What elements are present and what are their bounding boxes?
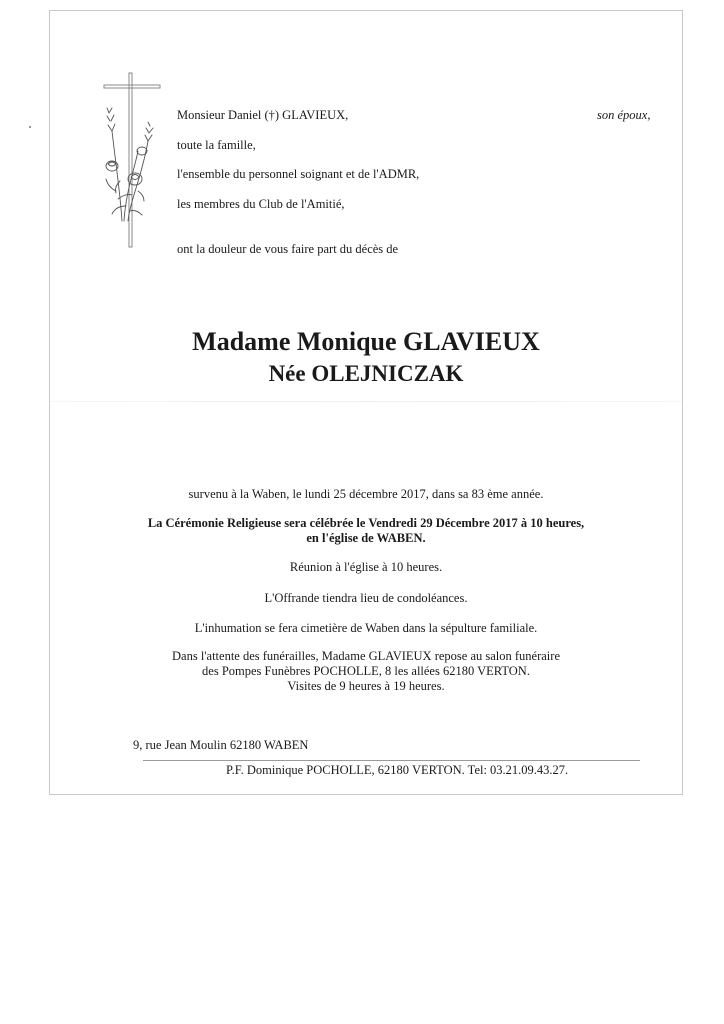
family-address: 9, rue Jean Moulin 62180 WABEN <box>133 738 309 752</box>
ceremony-line-2: en l'église de WABEN. <box>306 531 426 545</box>
announcement-text: ont la douleur de vous faire part du décès de <box>177 242 399 256</box>
spouse-label: son époux, <box>597 108 651 122</box>
scan-speck <box>29 126 31 128</box>
fold-line <box>50 401 682 402</box>
cross-with-flowers-icon <box>98 71 164 249</box>
visiting-hours: Visites de 9 heures à 19 heures. <box>287 679 445 693</box>
family-line-spouse: Monsieur Daniel (†) GLAVIEUX, <box>177 108 349 122</box>
death-details: survenu à la Waben, le lundi 25 décembre 2017, dans sa 83 ème année. <box>188 487 544 501</box>
burial-text: L'inhumation se fera cimetière de Waben dans la sépulture familiale. <box>194 621 538 635</box>
deceased-maiden-name: Née OLEJNICZAK <box>268 361 464 386</box>
deceased-name: Madame Monique GLAVIEUX <box>192 327 540 356</box>
meeting-text: Réunion à l'église à 10 heures. <box>289 560 443 574</box>
family-line-family: toute la famille, <box>177 138 256 152</box>
funeral-home-contact: P.F. Dominique POCHOLLE, 62180 VERTON. Tel: 03.21.09.43.27. <box>226 763 569 777</box>
footer-divider <box>143 760 640 761</box>
rest-line-1: Dans l'attente des funérailles, Madame GLAVIEUX repose au salon funéraire <box>172 649 560 663</box>
ceremony-line-1: La Cérémonie Religieuse sera célébrée le Vendredi 29 Décembre 2017 à 10 heures, <box>147 516 585 530</box>
family-line-club: les membres du Club de l'Amitié, <box>177 197 345 211</box>
rest-line-2: des Pompes Funèbres POCHOLLE, 8 les allées 62180 VERTON. <box>202 664 530 678</box>
funeral-notice-card <box>49 10 683 795</box>
offering-text: L'Offrande tiendra lieu de condoléances. <box>264 591 468 605</box>
family-line-staff: l'ensemble du personnel soignant et de l'ADMR, <box>177 167 420 181</box>
